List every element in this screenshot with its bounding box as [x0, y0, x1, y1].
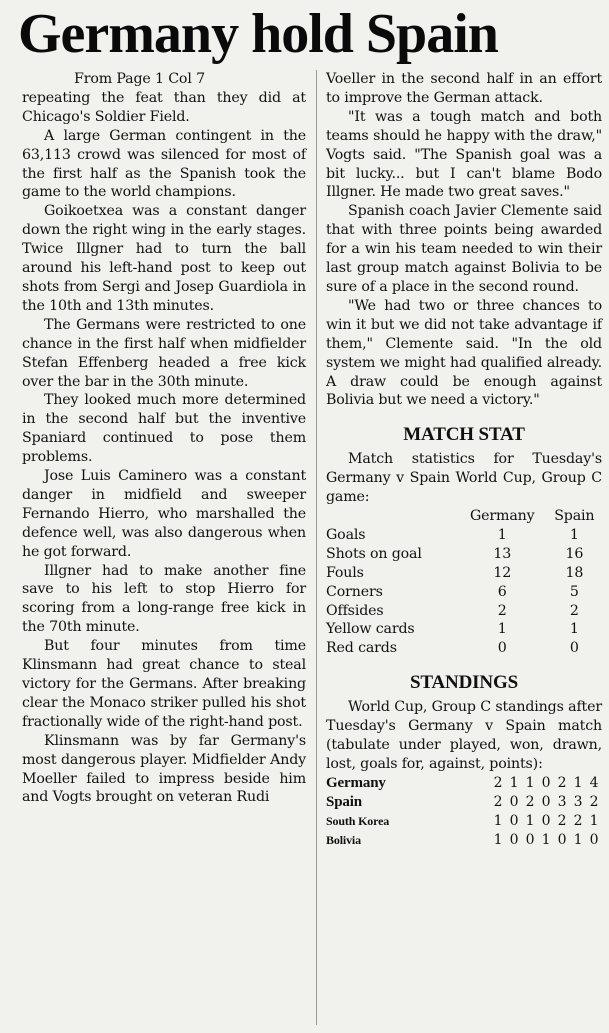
standings-value: 1 — [509, 774, 519, 791]
continuation-line: From Page 1 Col 7 — [74, 71, 205, 87]
standings-value: 0 — [509, 793, 519, 810]
article-paragraph: "We had two or three chances to win it but we did not take advantage if them," Clemente said. "In the old system we might had qualified already. A draw could be enough against Bolivia but we need a victory." — [326, 297, 602, 409]
article-paragraph: Jose Luis Caminero was a constant danger in midfield and sweeper Fernando Hierro, who marshalled the defence well, was also dangerous when he got forward. — [22, 468, 306, 560]
standings-table — [326, 774, 602, 850]
standings-value: 2 — [557, 774, 567, 791]
standings-intro: World Cup, Group C standings after Tuesday's Germany v Spain match (tabulate under played, won, drawn, lost, goals for, against, points): — [326, 699, 602, 772]
team-name: Bolivia — [326, 832, 361, 847]
article-paragraph: repeating the feat than they did at Chicago's Soldier Field. — [22, 89, 306, 125]
table-row — [326, 583, 602, 602]
article-paragraph: But four minutes from time Klinsmann had great chance to steal victory for the Germans. After breaking clear the Monaco striker pulled his shot fractionally wide of the right-hand post. — [22, 638, 306, 730]
table-row — [326, 545, 602, 564]
table-header-cell: Germany — [469, 508, 535, 525]
column-divider — [316, 70, 317, 1025]
table-row — [326, 564, 602, 583]
standings-value: 1 — [541, 831, 551, 848]
team-name: Germany — [326, 774, 386, 791]
article-paragraph: They looked much more determined in the second half but the inventive Spaniard continued to pose them problems. — [22, 392, 306, 466]
stat-label: Goals — [326, 526, 366, 543]
stat-value: 1 — [497, 621, 507, 638]
article-paragraph: Illgner had to make another fine save to his left to stop Hierro for scoring from a long-range free kick in the 70th minute. — [22, 562, 306, 636]
stat-value: 18 — [565, 564, 584, 581]
table-row — [326, 831, 602, 850]
standings-value: 3 — [557, 793, 567, 810]
standings-value: 1 — [525, 774, 535, 791]
stat-value: 1 — [569, 526, 579, 543]
standings-value: 1 — [573, 831, 583, 848]
standings-value: 1 — [493, 812, 503, 829]
stat-value: 5 — [569, 583, 579, 600]
left-column — [22, 70, 306, 807]
article-paragraph: Klinsmann was by far Germany's most dangerous player. Midfielder Andy Moeller failed to impress beside him and Vogts brought on veteran Rudi — [22, 732, 306, 806]
table-row — [326, 602, 602, 621]
stat-value: 1 — [569, 621, 579, 638]
standings-value: 0 — [541, 774, 551, 791]
standings-value: 1 — [525, 812, 535, 829]
article-paragraph: "It was a tough match and both teams should he happy with the draw," Vogts said. "The Spanish goal was a bit lucky... but I can't blame Bodo Illgner. He made two great saves." — [326, 108, 602, 201]
team-name: South Korea — [326, 813, 390, 828]
standings-value: 2 — [557, 812, 567, 829]
standings-value: 1 — [573, 774, 583, 791]
standings-value: 2 — [493, 774, 503, 791]
standings-value: 0 — [509, 831, 519, 848]
stat-value: 2 — [569, 602, 579, 619]
stat-value: 0 — [569, 640, 579, 657]
article-paragraph: Goikoetxea was a constant danger down the right wing in the early stages. Twice Illgner had to turn the ball around his left-hand post to keep out shots from Sergi and Josep Guardiola in the 10th and 13th minutes. — [22, 203, 306, 314]
standings-value: 0 — [525, 831, 535, 848]
table-header-row — [326, 507, 602, 526]
table-row — [326, 620, 602, 639]
table-row — [326, 639, 602, 658]
stat-value: 16 — [565, 545, 584, 562]
standings-value: 0 — [509, 812, 519, 829]
standings-value: 0 — [557, 831, 567, 848]
article-paragraph: A large German contingent in the 63,113 crowd was silenced for most of the first half as the Spanish took the game to the world champions. — [22, 127, 306, 201]
article-paragraph: The Germans were restricted to one chance in the first half when midfielder Stefan Effenberg headed a free kick over the bar in the 30th minute. — [22, 316, 306, 390]
stat-label: Offsides — [326, 602, 384, 619]
stat-value: 0 — [497, 640, 507, 657]
right-column — [326, 70, 602, 850]
stat-value: 12 — [493, 564, 512, 581]
stat-value: 6 — [497, 583, 507, 600]
stat-label: Fouls — [326, 564, 364, 581]
standings-value: 1 — [589, 812, 599, 829]
standings-value: 2 — [573, 812, 583, 829]
standings-title: STANDINGS — [409, 672, 519, 694]
stat-value: 2 — [497, 602, 507, 619]
team-name: Spain — [326, 793, 362, 810]
standings-value: 2 — [525, 793, 535, 810]
article-paragraph: Spanish coach Javier Clemente said that with three points being awarded for a win his team needed to win their last group match against Bolivia to be sure of a place in the second round. — [326, 203, 602, 295]
match-stat-table — [326, 507, 602, 658]
stat-label: Shots on goal — [326, 545, 422, 562]
standings-value: 0 — [541, 812, 551, 829]
stat-label: Yellow cards — [326, 621, 415, 638]
stat-label: Red cards — [326, 640, 397, 657]
match-stat-intro: Match statistics for Tuesday's Germany v Spain World Cup, Group C game: — [326, 451, 602, 506]
table-row — [326, 812, 602, 831]
standings-value: 1 — [493, 831, 503, 848]
table-row — [326, 774, 602, 793]
stat-label: Corners — [326, 583, 383, 600]
table-header-cell — [326, 507, 458, 526]
table-header-cell: Spain — [554, 508, 595, 525]
standings-value: 2 — [589, 793, 599, 810]
stat-value: 13 — [493, 545, 512, 562]
standings-value: 4 — [589, 774, 599, 791]
standings-value: 2 — [493, 793, 503, 810]
table-row — [326, 526, 602, 545]
headline: Germany hold Spain — [18, 3, 498, 65]
standings-value: 3 — [573, 793, 583, 810]
standings-value: 0 — [541, 793, 551, 810]
standings-value: 0 — [589, 831, 599, 848]
stat-value: 1 — [497, 526, 507, 543]
table-row — [326, 793, 602, 812]
match-stat-title: MATCH STAT — [403, 424, 525, 446]
article-paragraph: Voeller in the second half in an effort to improve the German attack. — [326, 71, 602, 106]
